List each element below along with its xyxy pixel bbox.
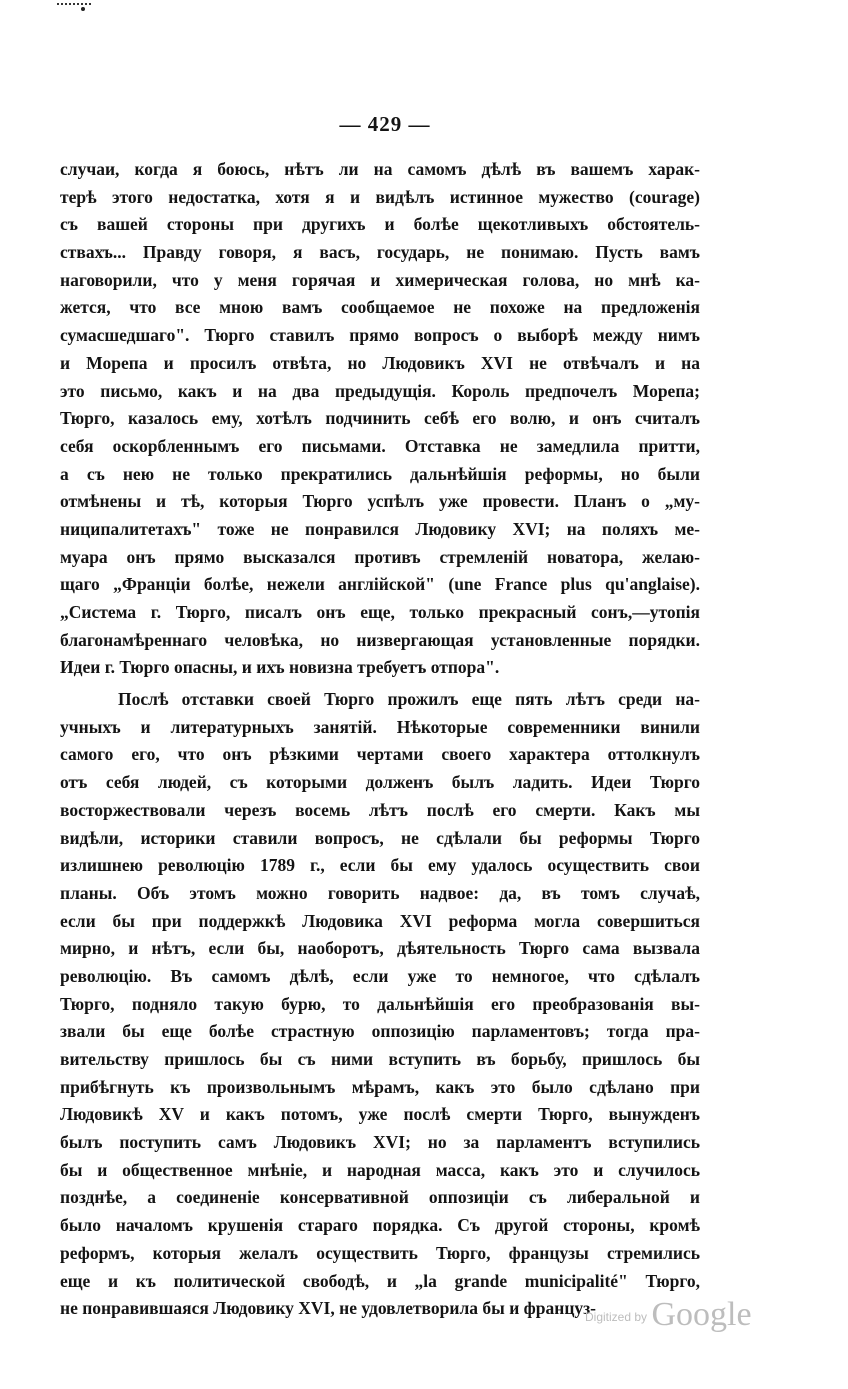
text-line: учныхъ и литературныхъ занятій. Нѣкоторые современники винили <box>60 716 700 737</box>
text-line: себя оскорбленнымъ его письмами. Отставка не замедлила притти, <box>60 435 700 456</box>
text-block <box>60 156 700 1323</box>
digitized-by-text: Digitized by <box>585 1310 648 1324</box>
text-line: самого его, что онъ рѣзкими чертами своего характера оттолкнулъ <box>60 744 700 765</box>
text-line: прибѣгнуть къ произвольнымъ мѣрамъ, какъ это было сдѣлано при <box>60 1076 700 1097</box>
text-line: наговорили, что у меня горячая и химерическая голова, но мнѣ ка- <box>60 269 700 290</box>
text-line: съ вашей стороны при другихъ и болѣе щекотливыхъ обстоятель- <box>60 214 700 235</box>
text-line: былъ поступить самъ Людовикъ XVI; но за парламентъ вступились <box>60 1132 700 1153</box>
text-line: благонамѣреннаго человѣка, но низвергающая установленные порядки. <box>60 629 700 650</box>
text-line: Тюрго, подняло такую бурю, то дальнѣйшія его преобразованія вы- <box>60 993 700 1014</box>
google-logo: Google <box>651 1296 752 1333</box>
text-line: позднѣе, а соединеніе консервативной оппозиціи съ либеральной и <box>60 1187 700 1208</box>
text-line: ниципалитетахъ" тоже не понравился Людовику XVI; на поляхъ ме- <box>60 518 700 539</box>
text-line: было началомъ крушенія стараго порядка. Съ другой стороны, кромѣ <box>60 1215 700 1236</box>
text-line: случаи, когда я боюсь, нѣтъ ли на самомъ дѣлѣ въ вашемъ харак- <box>60 159 700 179</box>
text-line: революцію. Въ самомъ дѣлѣ, если уже то немногое, что сдѣлалъ <box>60 965 700 986</box>
text-line: если бы при поддержкѣ Людовика XVI реформа могла совершиться <box>60 910 700 931</box>
text-line: муара онъ прямо высказался противъ стремленій новатора, желаю- <box>60 546 700 567</box>
text-line: звали бы еще болѣе страстную оппозицію парламентовъ; тогда пра- <box>60 1021 700 1042</box>
text-line: ствахъ... Правду говоря, я васъ, государь, не понимаю. Пусть вамъ <box>60 242 700 263</box>
text-line: Послѣ отставки своей Тюрго прожилъ еще пять лѣтъ среди на- <box>118 689 700 710</box>
text-line: а съ нею не только прекратились дальнѣйшія реформы, но были <box>60 463 700 484</box>
scan-mark <box>55 0 95 14</box>
text-line: жется, что все мною вамъ сообщаемое не похоже на предложенія <box>60 297 700 318</box>
text-line: и Морепа и просилъ отвѣта, но Людовикъ XVI не отвѣчалъ и на <box>60 352 700 373</box>
text-line: терѣ этого недостатка, хотя я и видѣлъ истинное мужество (courage) <box>60 186 700 207</box>
text-line: бы и общественное мнѣніе, и народная масса, какъ это и случилось <box>60 1159 700 1180</box>
text-line: восторжествовали черезъ восемь лѣтъ послѣ его смерти. Какъ мы <box>60 799 700 820</box>
text-line: отъ себя людей, съ которыми долженъ былъ ладить. Идеи Тюрго <box>60 772 700 793</box>
text-line: отмѣнены и тѣ, которыя Тюрго успѣлъ уже провести. Планъ о „му- <box>60 491 700 512</box>
text-line: не понравившаяся Людовику XVI, не удовлетворила бы и француз- <box>60 1298 597 1319</box>
text-line: излишнею революцію 1789 г., если бы ему удалось осуществить свои <box>60 855 700 876</box>
text-line: Тюрго, казалось ему, хотѣлъ подчинить себѣ его волю, и онъ считалъ <box>60 408 700 429</box>
text-line: Людовикѣ XV и какъ потомъ, уже послѣ смерти Тюрго, вынужденъ <box>60 1104 700 1125</box>
text-line: мирно, и нѣтъ, если бы, наоборотъ, дѣятельность Тюрго сама вызвала <box>60 938 700 959</box>
text-line: сумасшедшаго". Тюрго ставилъ прямо вопросъ о выборѣ между нимъ <box>60 325 700 346</box>
text-line: это письмо, какъ и на два предыдущія. Король предпочелъ Морепа; <box>60 380 700 401</box>
text-line: „Система г. Тюрго, писалъ онъ еще, только прекрасный сонъ,—утопія <box>60 602 700 622</box>
text-line: видѣли, историки ставили вопросъ, не сдѣлали бы реформы Тюрго <box>60 827 700 848</box>
digitized-watermark <box>585 1296 752 1334</box>
text-line: Идеи г. Тюрго опасны, и ихъ новизна требуетъ отпора". <box>60 657 500 678</box>
text-line: еще и къ политической свободѣ, и „la grande municipalité" Тюрго, <box>60 1270 700 1291</box>
text-line: щаго „Франціи болѣе, нежели англійской" (une France plus qu'anglaise). <box>60 574 700 595</box>
page-number: — 429 — <box>339 112 431 136</box>
text-line: планы. Объ этомъ можно говорить надвое: да, въ томъ случаѣ, <box>60 882 700 903</box>
text-line: реформъ, которыя желалъ осуществить Тюрго, французы стремились <box>60 1242 700 1263</box>
text-line: вительству пришлось бы съ ними вступить въ борьбу, пришлось бы <box>60 1049 700 1069</box>
